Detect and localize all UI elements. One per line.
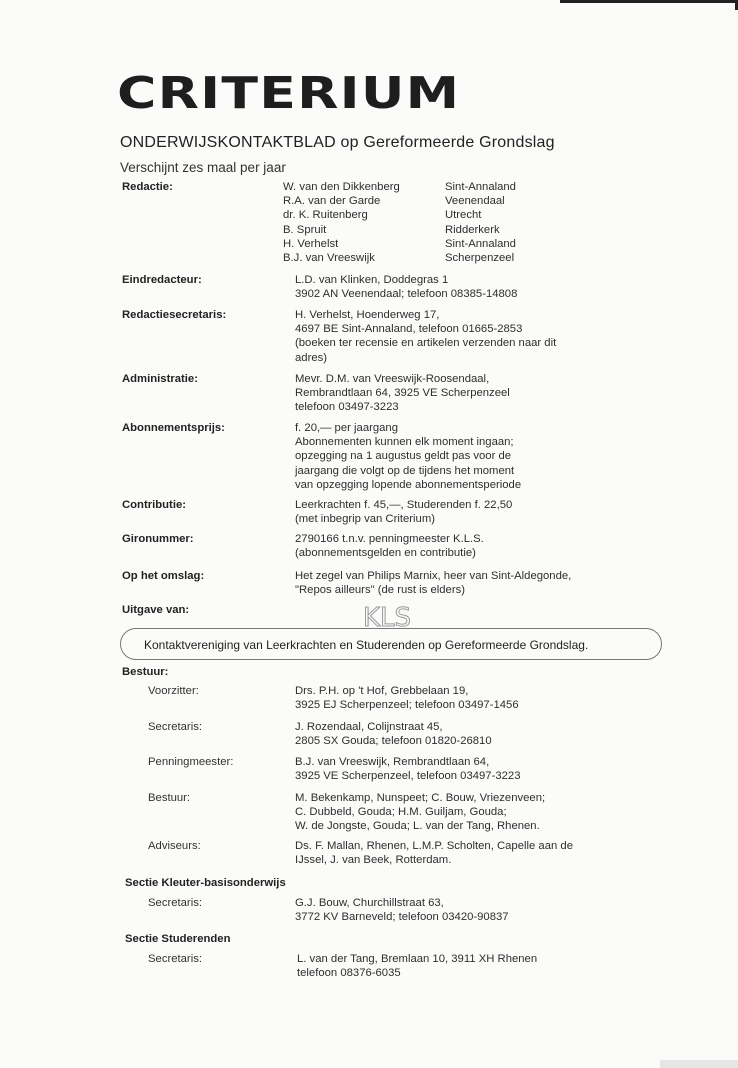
gironummer-label: Gironummer: — [122, 533, 194, 545]
eindredacteur-label: Eindredacteur: — [122, 274, 202, 286]
penningmeester-label: Penningmeester: — [148, 756, 234, 768]
abonnementsprijs-text: f. 20,— per jaargang Abonnementen kunnen elk moment ingaan; opzegging na 1 augustus geldt pas voor de jaargang die volgt op de tijdens het moment van opzegging lopende abonnementsperiode — [295, 422, 522, 491]
adviseurs-label: Adviseurs: — [148, 840, 201, 852]
abonnementsprijs-label: Abonnementsprijs: — [122, 422, 225, 434]
organisation-name: Kontaktvereniging van Leerkrachten en Studerenden op Gereformeerde Grondslag. — [144, 638, 589, 652]
sectie-studerenden-text: L. van der Tang, Bremlaan 10, 3911 XH Rhenen telefoon 08376-6035 — [297, 953, 538, 980]
bestuur-leden-label: Bestuur: — [148, 792, 191, 804]
omslag-text: Het zegel van Philips Marnix, heer van Sint-Aldegonde, "Repos ailleurs" (de rust is elders) — [295, 570, 572, 597]
sectie-kleuter-text: G.J. Bouw, Churchillstraat 63, 3772 KV Barneveld; telefoon 03420-90837 — [295, 897, 509, 924]
list-item: W. van den Dikkenberg Sint-Annaland — [283, 181, 516, 193]
sectie-studerenden-heading: Sectie Studerenden — [125, 933, 231, 945]
redactie-label: Redactie: — [122, 181, 173, 193]
omslag-label: Op het omslag: — [122, 570, 205, 582]
eindredacteur-text: L.D. van Klinken, Doddegras 1 3902 AN Veenendaal; telefoon 08385-14808 — [295, 274, 518, 301]
uitgave-label: Uitgave van: — [122, 604, 190, 616]
secretaris-label: Secretaris: — [148, 721, 202, 733]
bestuur-heading: Bestuur: — [122, 666, 169, 678]
redactiesecretaris-text: H. Verhelst, Hoenderweg 17, 4697 BE Sint-Annaland, telefoon 01665-2853 (boeken ter recensie en artikelen verzenden naar dit adres) — [295, 309, 557, 364]
list-item: R.A. van der Garde Veenendaal — [283, 195, 505, 208]
sectie-kleuter-heading: Sectie Kleuter-basisonderwijs — [125, 877, 286, 889]
svg-text:KLS: KLS — [362, 603, 412, 632]
list-item: H. Verhelst Sint-Annaland — [283, 237, 516, 250]
administratie-text: Mevr. D.M. van Vreeswijk-Roosendaal, Rembrandtlaan 64, 3925 VE Scherpenzeel telefoon 03497-3223 — [295, 373, 510, 414]
adviseurs-text: Ds. F. Mallan, Rhenen, L.M.P. Scholten, Capelle aan de IJssel, J. van Beek, Rotterdam. — [295, 840, 573, 867]
penningmeester-text: B.J. van Vreeswijk, Rembrandtlaan 64, 3925 VE Scherpenzeel, telefoon 03497-3223 — [295, 756, 521, 783]
top-edge-line — [560, 0, 738, 3]
gironummer-text: 2790166 t.n.v. penningmeester K.L.S. (abonnementsgelden en contributie) — [295, 533, 484, 560]
list-item: B. Spruit Ridderkerk — [283, 223, 500, 236]
subtitle: ONDERWIJSKONTAKTBLAD op Gereformeerde Grondslag — [120, 134, 555, 151]
bestuur-leden-text: M. Bekenkamp, Nunspeet; C. Bouw, Vriezenveen; C. Dubbeld, Gouda; H.M. Guiljam, Gouda; W. de Jongste, Gouda; L. van der Tang, Rhenen. — [295, 792, 546, 833]
redactie-list — [0, 180, 738, 265]
administratie-label: Administratie: — [122, 373, 198, 385]
voorzitter-text: Drs. P.H. op 't Hof, Grebbelaan 19, 3925 EJ Scherpenzeel; telefoon 03497-1456 — [295, 685, 519, 712]
list-item: dr. K. Ruitenberg Utrecht — [283, 209, 482, 222]
list-item: B.J. van Vreeswijk Scherpenzeel — [283, 251, 515, 264]
sectie-kleuter-secretaris-label: Secretaris: — [148, 897, 202, 909]
masthead-title: CRITERIUM — [117, 68, 461, 119]
voorzitter-label: Voorzitter: — [148, 685, 199, 697]
redactiesecretaris-label: Redactiesecretaris: — [122, 309, 227, 321]
sectie-studerenden-secretaris-label: Secretaris: — [148, 953, 202, 965]
frequency: Verschijnt zes maal per jaar — [120, 160, 286, 175]
contributie-label: Contributie: — [122, 499, 187, 511]
contributie-text: Leerkrachten f. 45,—, Studerenden f. 22,50 (met inbegrip van Criterium) — [295, 499, 513, 526]
scan-shadow — [660, 1060, 738, 1068]
secretaris-text: J. Rozendaal, Colijnstraat 45, 2805 SX Gouda; telefoon 01820-26810 — [295, 721, 492, 748]
